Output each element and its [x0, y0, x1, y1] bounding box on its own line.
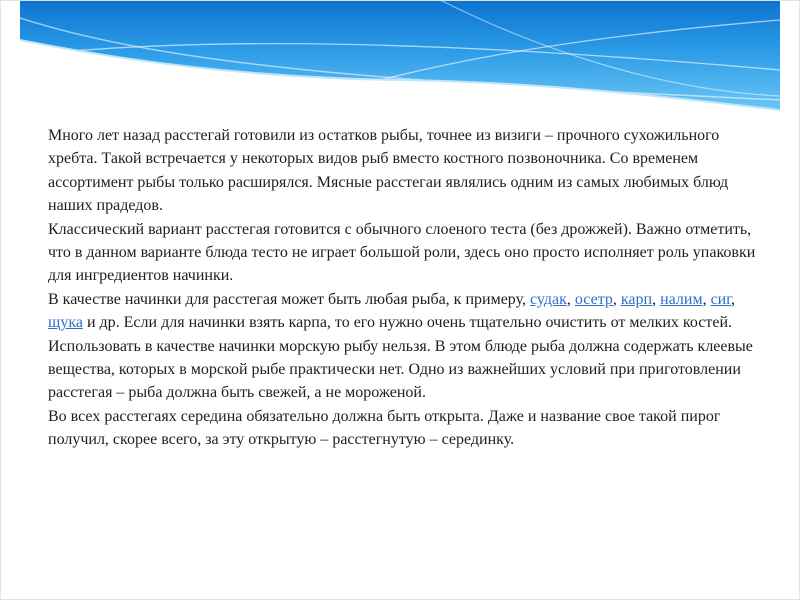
link-sudak[interactable]: судак: [530, 290, 567, 308]
link-sig[interactable]: сиг: [710, 290, 731, 308]
separator: ,: [566, 290, 575, 308]
wave-decoration: [20, 0, 780, 130]
paragraph-classic-dough: Классический вариант расстегая готовится с обычного слоеного теста (без дрожжей). Важно отметить, что в данном варианте блюда тесто не играет большой роли, здесь оно просто исполняет роль упаковки для ингредиентов начинки.: [48, 220, 756, 285]
paragraph-origin: Много лет назад расстегай готовили из остатков рыбы, точнее из визиги – прочного сухожильного хребта. Такой встречается у некоторых видов рыб вместо костного позвоночника. Со временем ассортимент рыбы только расширялся. Мясные расстегаи являлись одним из самых любимых блюд наших прадедов.: [48, 127, 729, 215]
article-body: [48, 124, 772, 452]
filling-rest-text: и др. Если для начинки взять карпа, то его нужно очень тщательно очистить от мелких костей. Использовать в качестве начинки морскую рыбу нельзя. В этом блюде рыба должна содержать клеевые вещества, которых в морской рыбе практически нет. Одно из важнейших условий при приготовлении расстегая – рыба должна быть свежей, а не мороженой.: [48, 314, 753, 402]
separator: ,: [731, 290, 735, 308]
link-nalim[interactable]: налим: [660, 290, 703, 308]
separator: ,: [612, 290, 621, 308]
paragraph-filling: [48, 288, 772, 405]
link-shchuka[interactable]: щука: [48, 314, 83, 332]
header-wave-banner: [20, 0, 780, 130]
separator: ,: [702, 290, 711, 308]
link-osetr[interactable]: осетр: [574, 290, 613, 308]
filling-intro-text: В качестве начинки для расстегая может быть любая рыба, к примеру,: [48, 290, 530, 308]
link-karp[interactable]: карп: [620, 290, 653, 308]
paragraph-open-middle: Во всех расстегаях середина обязательно должна быть открыта. Даже и название свое такой пирог получил, скорее всего, за эту открытую – расстегнутую – серединку.: [48, 407, 721, 449]
separator: ,: [652, 290, 661, 308]
